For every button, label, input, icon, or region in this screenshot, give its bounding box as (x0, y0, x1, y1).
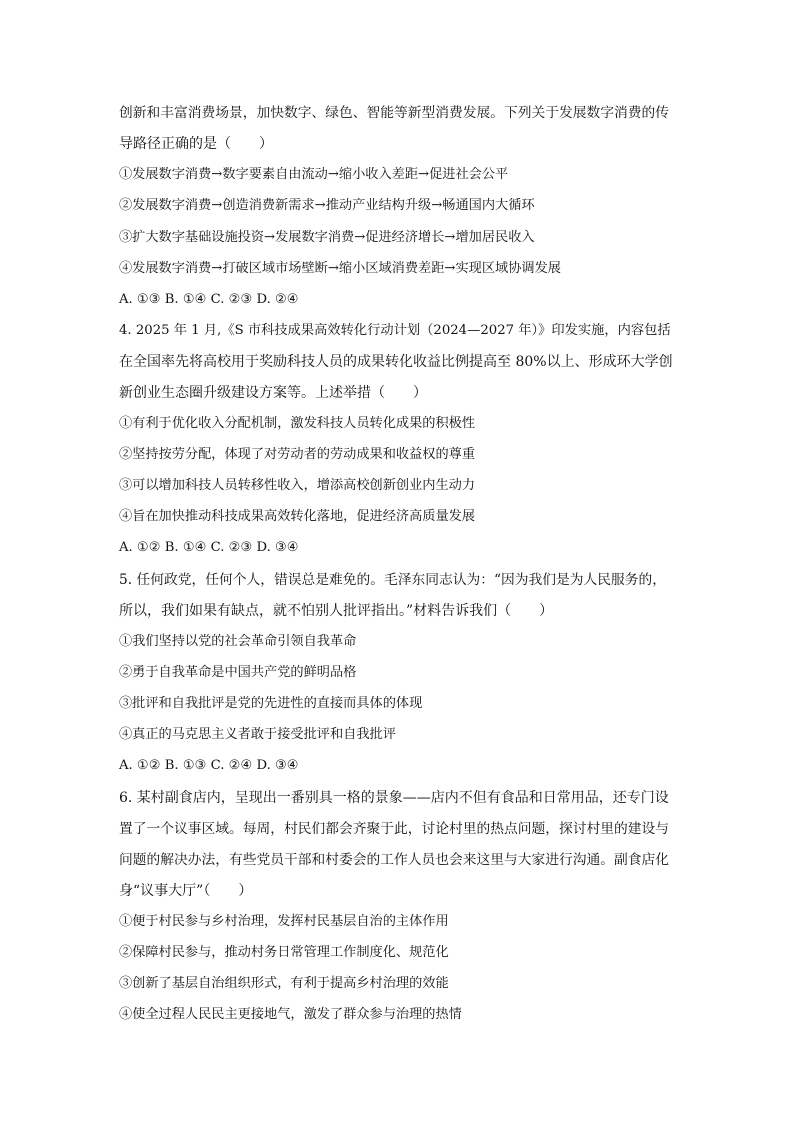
q4-stem-line-1: 4. 2025 年 1 月,《S 市科技成果高效转化行动计划（2024—2027 年）》印发实施，内容包括 (119, 323, 671, 338)
q5-option-2: ②勇于自我革命是中国共产党的鲜明品格 (119, 665, 357, 680)
q3-option-3: ③扩大数字基础设施投资→发展数字消费→促进经济增长→增加居民收入 (119, 230, 535, 245)
q5-option-3: ③批评和自我批评是党的先进性的直接而具体的体现 (119, 696, 423, 711)
q6-option-1: ①便于村民参与乡村治理，发挥村民基层自治的主体作用 (119, 914, 449, 929)
q3-stem-line-1: 创新和丰富消费场景，加快数字、绿色、智能等新型消费发展。下列关于发展数字消费的传 (119, 105, 670, 121)
q3-answer-choices: A. ①③ B. ①④ C. ②③ D. ②④ (119, 292, 299, 307)
q6-stem-line-1: 6. 某村副食店内，呈现出一番别具一格的景象——店内不但有食品和日常用品，还专门设 (119, 790, 669, 806)
q6-option-2: ②保障村民参与，推动村务日常管理工作制度化、规范化 (119, 945, 449, 960)
q5-option-1: ①我们坚持以党的社会革命引领自我革命 (119, 634, 357, 649)
q4-option-2: ②坚持按劳分配，体现了对劳动者的劳动成果和收益权的尊重 (119, 447, 476, 462)
q3-option-2: ②发展数字消费→创造消费新需求→推动产业结构升级→畅通国内大循环 (119, 198, 535, 213)
q5-stem-line-2: 所以，我们如果有缺点，就不怕别人批评指出。”材料告诉我们（ ） (119, 603, 554, 619)
q5-stem-line-1: 5. 任何政党，任何个人，错误总是难免的。毛泽东同志认为：“因为我们是为人民服务的， (119, 572, 667, 588)
q4-stem-line-2: 在全国率先将高校用于奖励科技人员的成果转化收益比例提高至 80%以上、形成环大学创 (119, 354, 673, 370)
q6-option-3: ③创新了基层自治组织形式，有利于提高乡村治理的效能 (119, 976, 449, 991)
q3-option-4: ④发展数字消费→打破区域市场壁断→缩小区域消费差距→实现区域协调发展 (119, 261, 561, 276)
q6-stem-line-4: 身“议事大厅”（ ） (119, 883, 253, 899)
q4-stem-line-3: 新创业生态圈升级建设方案等。上述举措（ ） (119, 385, 427, 401)
q3-option-1: ①发展数字消费→数字要素自由流动→缩小收入差距→促进社会公平 (119, 167, 509, 182)
q4-option-3: ③可以增加科技人员转移性收入，增添高校创新创业内生动力 (119, 478, 476, 493)
q6-option-4: ④使全过程人民民主更接地气，激发了群众参与治理的热情 (119, 1007, 462, 1022)
q6-stem-line-3: 问题的解决办法，有些党员干部和村委会的工作人员也会来这里与大家进行沟通。副食店化 (119, 852, 670, 868)
q5-option-4: ④真正的马克思主义者敢于接受批评和自我批评 (119, 727, 396, 742)
q4-option-4: ④旨在加快推动科技成果高效转化落地，促进经济高质量发展 (119, 509, 476, 524)
q3-stem-line-2: 导路径正确的是（ ） (119, 136, 273, 152)
q4-option-1: ①有利于优化收入分配机制，激发科技人员转化成果的积极性 (119, 416, 476, 431)
q4-answer-choices: A. ①② B. ①④ C. ②③ D. ③④ (119, 540, 299, 555)
q6-stem-line-2: 置了一个议事区域。每周，村民们都会齐聚于此，讨论村里的热点问题，探讨村里的建设与 (119, 821, 670, 837)
q5-answer-choices: A. ①② B. ①③ C. ②④ D. ③④ (119, 758, 299, 773)
